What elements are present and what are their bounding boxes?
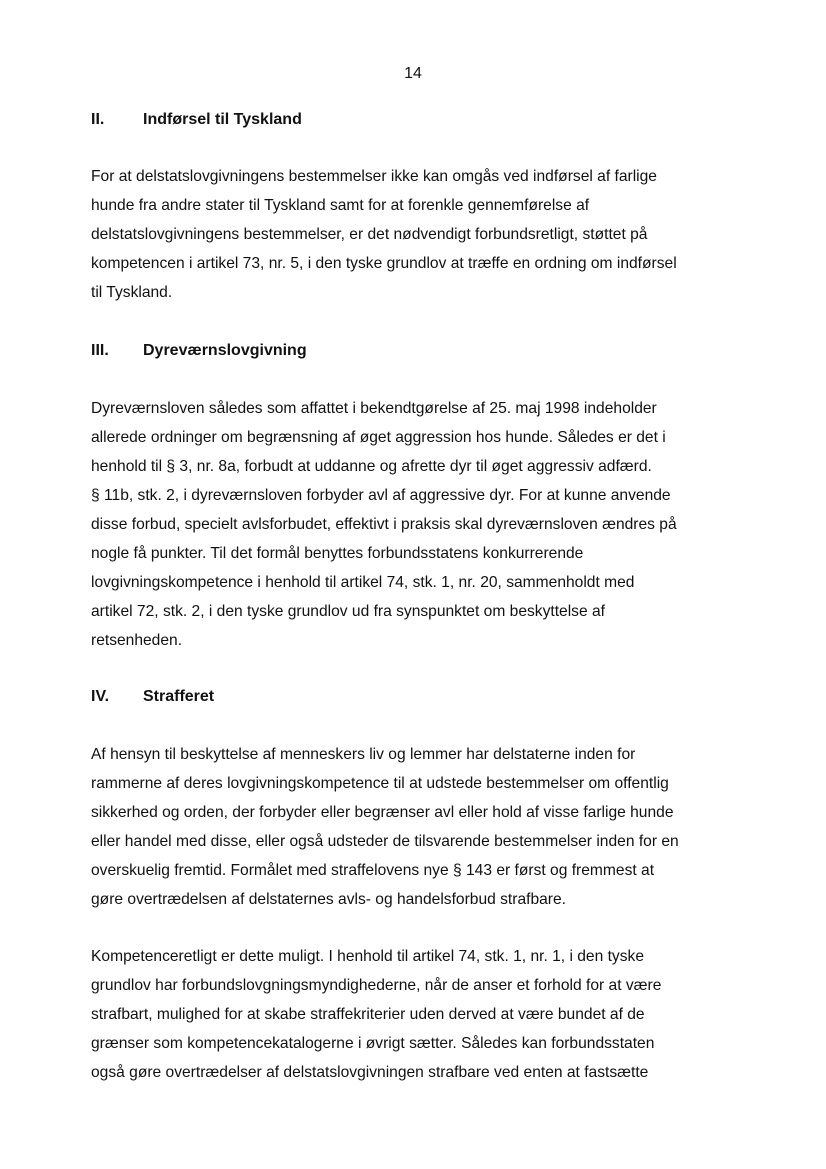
text-line: kompetencen i artikel 73, nr. 5, i den tyske grundlov at træffe en ordning om indførsel [91,255,677,272]
text-line: Af hensyn til beskyttelse af menneskers liv og lemmer har delstaterne inden for [91,746,636,763]
section-number: III. [91,342,109,359]
text-line: § 11b, stk. 2, i dyreværnsloven forbyder avl af aggressive dyr. For at kunne anvende [91,487,671,504]
text-line: For at delstatslovgivningens bestemmelser ikke kan omgås ved indførsel af farlige [91,168,657,185]
text-line: strafbart, mulighed for at skabe straffekriterier uden derved at være bundet af de [91,1006,645,1023]
text-line: disse forbud, specielt avlsforbudet, effektivt i praksis skal dyreværnsloven ændres på [91,516,677,533]
paragraph [91,394,741,655]
section-heading-ii [91,110,302,130]
text-line: retsenheden. [91,632,183,649]
text-line: lovgivningskompetence i henhold til artikel 74, stk. 1, nr. 20, sammenholdt med [91,574,635,591]
section-title: Dyreværnslovgivning [143,342,307,359]
section-title: Strafferet [143,688,215,705]
text-line: rammerne af deres lovgivningskompetence til at udstede bestemmelser om offentlig [91,775,669,792]
paragraph [91,942,741,1087]
text-line: hunde fra andre stater til Tyskland samt for at forenkle gennemførelse af [91,197,590,214]
text-line: eller handel med disse, eller også udsteder de tilsvarende bestemmelser inden for en [91,833,679,850]
text-line: sikkerhed og orden, der forbyder eller begrænser avl eller hold af visse farlige hunde [91,804,674,821]
section-heading-iii [91,341,307,361]
text-line: til Tyskland. [91,284,173,301]
text-line: nogle få punkter. Til det formål benyttes forbundsstatens konkurrerende [91,545,584,562]
section-number: II. [91,111,105,128]
text-line: også gøre overtrædelser af delstatslovgivningen strafbare ved enten at fastsætte [91,1064,649,1081]
text-line: delstatslovgivningens bestemmelser, er det nødvendigt forbundsretligt, støttet på [91,226,648,243]
text-line: allerede ordninger om begrænsning af øget aggression hos hunde. Således er det i [91,429,666,446]
text-line: grænser som kompetencekatalogerne i øvrigt sætter. Således kan forbundsstaten [91,1035,655,1052]
paragraph [91,162,741,307]
text-line: Kompetenceretligt er dette muligt. I henhold til artikel 74, stk. 1, nr. 1, i den tyske [91,948,644,965]
section-number: IV. [91,688,110,705]
text-line: henhold til § 3, nr. 8a, forbudt at uddanne og afrette dyr til øget aggressiv adfærd. [91,458,652,475]
text-line: overskuelig fremtid. Formålet med straffelovens nye § 143 er først og fremmest at [91,862,655,879]
text-line: Dyreværnsloven således som affattet i bekendtgørelse af 25. maj 1998 indeholder [91,400,657,417]
text-line: grundlov har forbundslovgningsmyndighederne, når de anser et forhold for at være [91,977,662,994]
text-line: gøre overtrædelsen af delstaternes avls- og handelsforbud strafbare. [91,891,567,908]
paragraph [91,740,741,914]
section-heading-iv [91,687,214,707]
page-number: 14 [404,65,422,82]
text-line: artikel 72, stk. 2, i den tyske grundlov ud fra synspunktet om beskyttelse af [91,603,605,620]
section-title: Indførsel til Tyskland [143,111,302,128]
